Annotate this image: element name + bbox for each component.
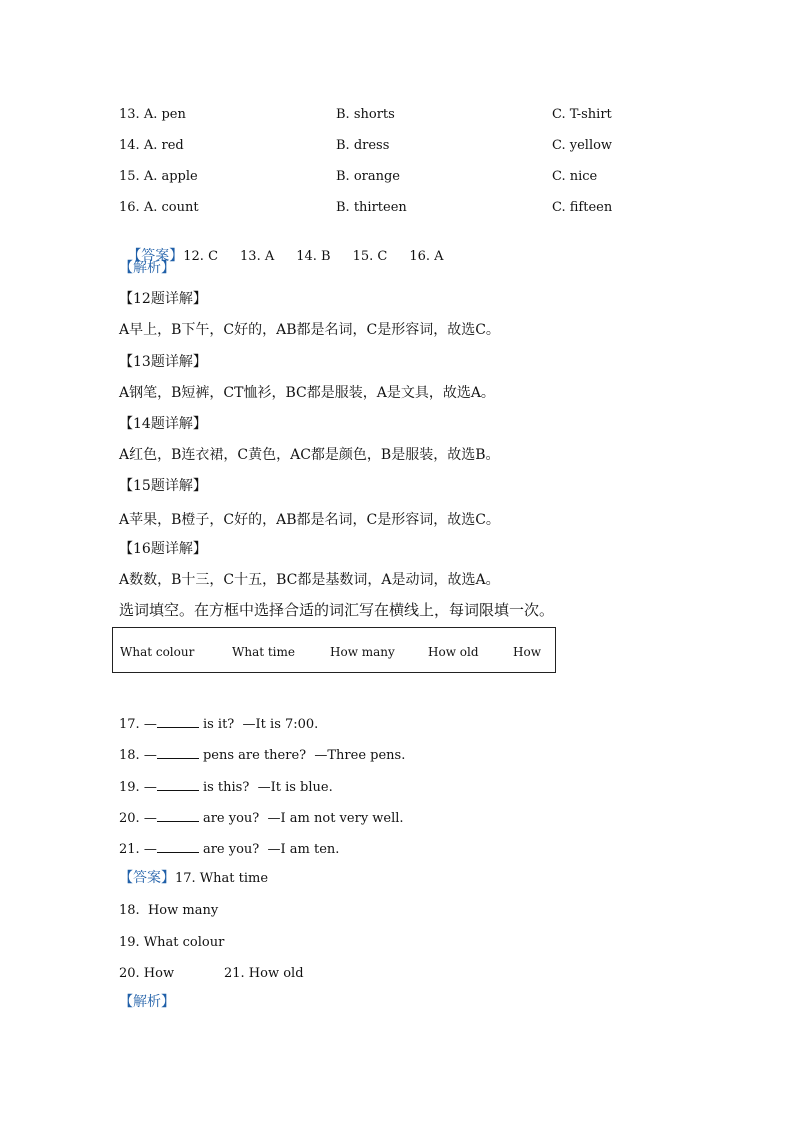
answer-tag: 【答案】	[127, 248, 184, 264]
answer-item: 15. C	[352, 249, 388, 264]
word-box-item: What time	[232, 645, 295, 659]
detail-12-title: 【12题详解】	[119, 291, 207, 307]
analysis-tag: 【解析】	[119, 260, 175, 276]
detail-16-text: A数数，B十三，C十五，BC都是基数词，A是动词，故选A。	[119, 572, 500, 588]
instruction: 选词填空。在方框中选择合适的词汇写在横线上，每词限填一次。	[119, 601, 555, 619]
answer-item: 12. C	[183, 249, 219, 264]
detail-14-text: A红色，B连衣裙，C黄色，AC都是颜色，B是服装，故选B。	[119, 447, 500, 463]
option-13-a: 13. A. pen	[119, 107, 186, 122]
word-box-item: How old	[428, 645, 479, 659]
option-15-b: B. orange	[336, 169, 400, 184]
answer-line-2	[119, 869, 268, 888]
answer-blank[interactable]	[157, 778, 199, 791]
analysis-tag: 【解析】	[119, 994, 175, 1010]
question-19: 19. — is this? —It is blue.	[119, 780, 333, 795]
word-box-item: What colour	[120, 645, 195, 659]
option-15-c: C. nice	[552, 169, 598, 184]
option-13-c: C. T-shirt	[552, 107, 612, 122]
answer-item: 21. How old	[224, 966, 304, 981]
detail-15-text: A苹果，B橙子，C好的，AB都是名词，C是形容词，故选C。	[119, 512, 500, 528]
answer-item: 19. What colour	[119, 935, 225, 950]
detail-14-title: 【14题详解】	[119, 416, 207, 432]
answer-blank[interactable]	[157, 809, 199, 822]
word-box-item: How	[513, 645, 541, 659]
word-box	[112, 627, 556, 673]
option-14-a: 14. A. red	[119, 138, 184, 153]
question-18: 18. — pens are there? —Three pens.	[119, 748, 406, 763]
question-17: 17. — is it? —It is 7:00.	[119, 717, 319, 732]
answer-item: 17. What time	[175, 871, 269, 886]
answer-item: 20. How	[119, 966, 175, 981]
option-13-b: B. shorts	[336, 107, 395, 122]
option-16-c: C. fifteen	[552, 200, 613, 215]
question-20: 20. — are you? —I am not very well.	[119, 811, 404, 826]
answer-item: 16. A	[409, 249, 444, 264]
detail-15-title: 【15题详解】	[119, 478, 207, 494]
answer-tag: 【答案】	[119, 870, 175, 886]
answer-blank[interactable]	[157, 715, 199, 728]
question-21: 21. — are you? —I am ten.	[119, 842, 340, 857]
answer-blank[interactable]	[157, 840, 199, 853]
word-box-item: How many	[330, 645, 395, 659]
answer-item: 14. B	[296, 249, 331, 264]
option-14-b: B. dress	[336, 138, 390, 153]
option-16-b: B. thirteen	[336, 200, 407, 215]
detail-13-title: 【13题详解】	[119, 354, 207, 370]
detail-12-text: A早上，B下午，C好的，AB都是名词，C是形容词，故选C。	[119, 322, 500, 338]
answer-blank[interactable]	[157, 746, 199, 759]
option-14-c: C. yellow	[552, 138, 613, 153]
answer-item: 18. How many	[119, 903, 219, 918]
option-16-a: 16. A. count	[119, 200, 199, 215]
answer-item: 13. A	[240, 249, 275, 264]
detail-16-title: 【16题详解】	[119, 541, 207, 557]
option-15-a: 15. A. apple	[119, 169, 198, 184]
detail-13-text: A钢笔，B短裤，CT恤衫，BC都是服装，A是文具，故选A。	[119, 385, 495, 401]
